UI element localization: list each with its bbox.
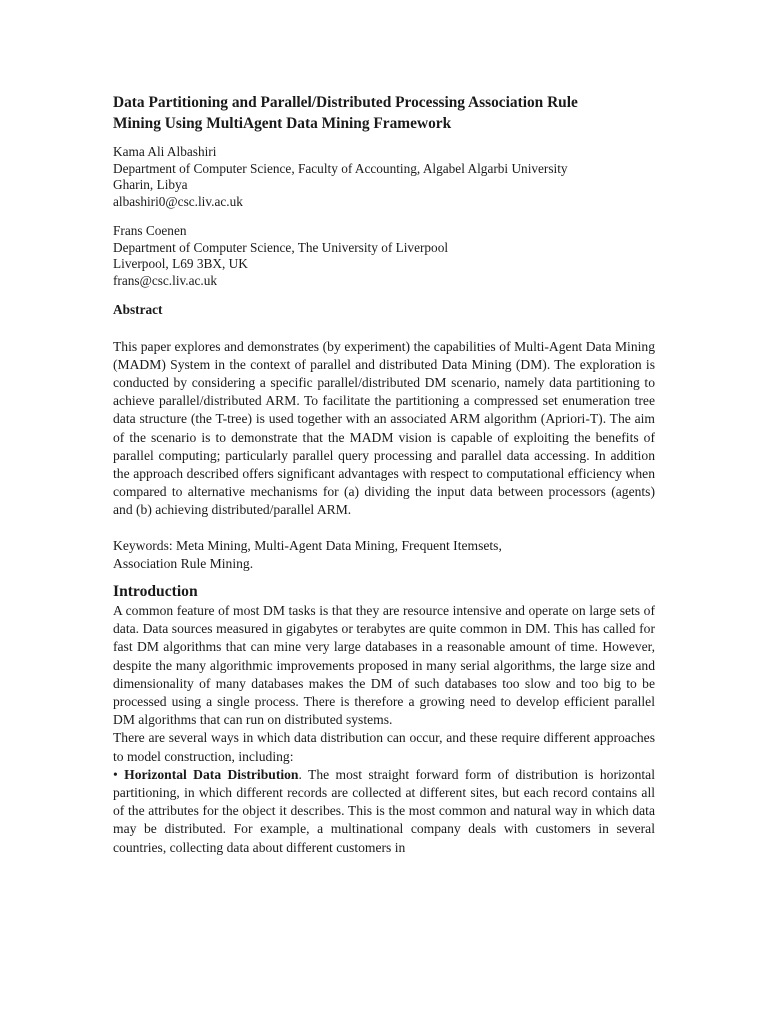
abstract-text: This paper explores and demonstrates (by experiment) the capabilities of Multi-Agent Data Mining (MADM) System in the context of parallel and distributed Data Mining (DM). The exploration is conducted by considering a specific parallel/distributed DM scenario, namely data partitioning to achieve parallel/distributed ARM. To facilitate the partitioning a compressed set enumeration tree data structure (the T-tree) is used together with an associated ARM algorithm (Apriori-T). The aim of the scenario is to demonstrate that the MADM vision is capable of exploiting the benefits of parallel computing; particularly parallel query processing and parallel data accessing. In addition the approach described offers significant advantages with respect to computational efficiency when compared to alternative mechanisms for (a) dividing the input data between processors (agents) and (b) achieving distributed/parallel ARM. — [113, 338, 655, 518]
keywords-line-2: Association Rule Mining. — [113, 555, 254, 571]
keywords — [113, 537, 655, 573]
introduction-paragraph-2: There are several ways in which data distribution can occur, and these require different approaches to model construction, including: — [113, 730, 655, 764]
introduction-paragraph-1: A common feature of most DM tasks is that they are resource intensive and operate on large sets of data. Data sources measured in gigabytes or terabytes are quite common in DM. This has called for fast DM algorithms that can mine very large databases in a reasonable amount of time. However, despite the many algorithmic improvements proposed in many serial algorithms, the large size and dimensionality of many databases makes the DM of such databases too slow and too big to be processed using a single process. There is therefore a growing need to develop efficient parallel DM algorithms that can run on distributed systems. — [113, 602, 655, 728]
bullet-horizontal-distribution — [113, 766, 655, 857]
paper-title-line-2: Mining Using MultiAgent Data Mining Framework — [113, 115, 452, 132]
paper-title-line-1: Data Partitioning and Parallel/Distributed Processing Association Rule — [113, 94, 578, 111]
author-department: Department of Computer Science, The University of Liverpool — [113, 239, 449, 255]
bullet-text: . The most straight forward form of distribution is horizontal partitioning, in which different records are collected at different sites, but each record contains all of the attributes for the object it describes. This is the most common and natural way in which data may be distributed. For example, a multinational company deals with customers in several countries, collecting data about different customers in — [113, 766, 655, 855]
author-email: frans@csc.liv.ac.uk — [113, 272, 218, 288]
author-department: Department of Computer Science, Faculty of Accounting, Algabel Algarbi University — [113, 160, 568, 176]
bullet-marker: • — [113, 766, 118, 782]
author-name: Kama Ali Albashiri — [113, 144, 217, 159]
abstract-heading: Abstract — [113, 302, 163, 317]
bullet-term: Horizontal Data Distribution — [124, 766, 299, 782]
introduction-heading: Introduction — [113, 582, 198, 600]
author-location: Liverpool, L69 3BX, UK — [113, 256, 248, 271]
author-block-1 — [113, 144, 655, 210]
author-email: albashiri0@csc.liv.ac.uk — [113, 193, 243, 209]
author-location: Gharin, Libya — [113, 177, 188, 192]
keywords-line-1: Keywords: Meta Mining, Multi-Agent Data Mining, Frequent Itemsets, — [113, 537, 502, 553]
paper-page — [113, 92, 655, 857]
author-name: Frans Coenen — [113, 223, 187, 238]
paper-title — [113, 92, 655, 134]
author-block-2 — [113, 223, 655, 289]
